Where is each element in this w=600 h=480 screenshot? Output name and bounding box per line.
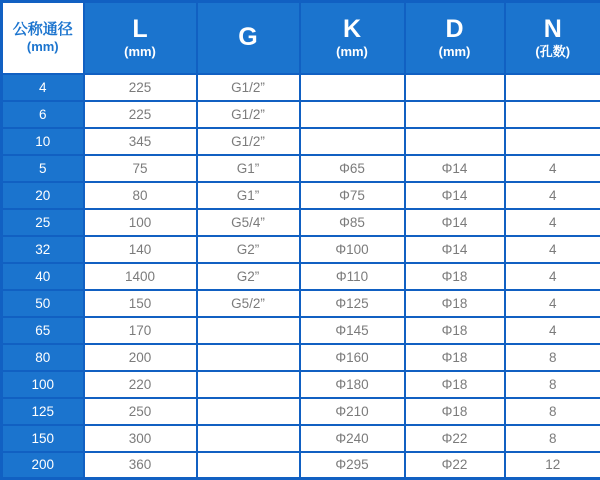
cell-L: 250 — [84, 398, 197, 425]
row-header-cell: 65 — [2, 317, 84, 344]
row-header-cell: 80 — [2, 344, 84, 371]
cell-K: Φ65 — [300, 155, 405, 182]
cell-D: Φ14 — [405, 155, 505, 182]
cell-D: Φ18 — [405, 317, 505, 344]
column-header-label: L — [132, 14, 148, 43]
table-row — [2, 317, 600, 344]
cell-N: 4 — [505, 209, 600, 236]
table-row — [2, 101, 600, 128]
cell-L: 75 — [84, 155, 197, 182]
cell-K: Φ100 — [300, 236, 405, 263]
cell-N: 8 — [505, 344, 600, 371]
cell-L: 150 — [84, 290, 197, 317]
cell-L: 225 — [84, 101, 197, 128]
column-header-N — [505, 2, 600, 74]
column-header-G — [197, 2, 300, 74]
row-header-cell: 32 — [2, 236, 84, 263]
cell-G: G5/2” — [197, 290, 300, 317]
table-row — [2, 128, 600, 155]
column-header-unit: (mm) — [124, 43, 156, 59]
cell-K — [300, 101, 405, 128]
cell-K: Φ240 — [300, 425, 405, 452]
table-row — [2, 74, 600, 101]
cell-N: 8 — [505, 398, 600, 425]
row-header-cell: 20 — [2, 182, 84, 209]
cell-D: Φ14 — [405, 209, 505, 236]
cell-N: 4 — [505, 236, 600, 263]
table-row — [2, 263, 600, 290]
cell-L: 360 — [84, 452, 197, 479]
cell-G: G1” — [197, 155, 300, 182]
cell-L: 1400 — [84, 263, 197, 290]
cell-G — [197, 371, 300, 398]
table-row — [2, 425, 600, 452]
cell-K — [300, 128, 405, 155]
row-header-cell: 50 — [2, 290, 84, 317]
cell-D: Φ18 — [405, 263, 505, 290]
cell-L: 225 — [84, 74, 197, 101]
cell-D — [405, 128, 505, 155]
cell-N: 4 — [505, 182, 600, 209]
cell-L: 200 — [84, 344, 197, 371]
header-row — [2, 2, 600, 74]
cell-G: G1” — [197, 182, 300, 209]
cell-K: Φ110 — [300, 263, 405, 290]
row-header-cell: 25 — [2, 209, 84, 236]
column-header-unit: (mm) — [26, 39, 59, 55]
cell-N: 4 — [505, 290, 600, 317]
cell-D: Φ18 — [405, 398, 505, 425]
column-header-unit: (mm) — [438, 43, 471, 59]
cell-G — [197, 425, 300, 452]
column-header-label: D — [445, 14, 464, 43]
row-header-cell: 5 — [2, 155, 84, 182]
table-row — [2, 398, 600, 425]
cell-D: Φ18 — [405, 344, 505, 371]
cell-N: 8 — [505, 425, 600, 452]
row-header-cell: 200 — [2, 452, 84, 479]
column-header-label: G — [238, 23, 258, 52]
cell-N: 4 — [505, 155, 600, 182]
cell-N: 8 — [505, 371, 600, 398]
row-header-cell: 4 — [2, 74, 84, 101]
cell-G: G1/2” — [197, 101, 300, 128]
cell-D: Φ14 — [405, 236, 505, 263]
cell-D — [405, 101, 505, 128]
cell-N — [505, 128, 600, 155]
column-header-D — [405, 2, 505, 74]
cell-N: 4 — [505, 263, 600, 290]
cell-D — [405, 74, 505, 101]
cell-K: Φ295 — [300, 452, 405, 479]
cell-D: Φ18 — [405, 371, 505, 398]
table-row — [2, 236, 600, 263]
cell-L: 140 — [84, 236, 197, 263]
cell-L: 100 — [84, 209, 197, 236]
column-header-L — [84, 2, 197, 74]
table-row — [2, 209, 600, 236]
cell-G: G5/4” — [197, 209, 300, 236]
cell-G — [197, 317, 300, 344]
cell-K: Φ145 — [300, 317, 405, 344]
column-header-unit: (mm) — [336, 43, 368, 59]
column-header-nominal-diameter — [2, 2, 84, 74]
cell-K: Φ180 — [300, 371, 405, 398]
column-header-label: K — [342, 14, 362, 43]
table-row — [2, 182, 600, 209]
cell-D: Φ22 — [405, 452, 505, 479]
column-header-label: N — [543, 14, 562, 43]
cell-N: 12 — [505, 452, 600, 479]
cell-K: Φ75 — [300, 182, 405, 209]
table-row — [2, 155, 600, 182]
row-header-cell: 6 — [2, 101, 84, 128]
table-row — [2, 371, 600, 398]
cell-G — [197, 398, 300, 425]
row-header-cell: 10 — [2, 128, 84, 155]
table-row — [2, 344, 600, 371]
cell-G: G1/2” — [197, 74, 300, 101]
cell-L: 300 — [84, 425, 197, 452]
row-header-cell: 125 — [2, 398, 84, 425]
cell-N: 4 — [505, 317, 600, 344]
cell-L: 345 — [84, 128, 197, 155]
cell-K: Φ125 — [300, 290, 405, 317]
cell-G: G2” — [197, 236, 300, 263]
cell-G — [197, 344, 300, 371]
cell-K: Φ210 — [300, 398, 405, 425]
cell-G: G2” — [197, 263, 300, 290]
cell-L: 80 — [84, 182, 197, 209]
table-row — [2, 290, 600, 317]
cell-L: 170 — [84, 317, 197, 344]
cell-N — [505, 101, 600, 128]
cell-K: Φ160 — [300, 344, 405, 371]
cell-N — [505, 74, 600, 101]
cell-L: 220 — [84, 371, 197, 398]
row-header-cell: 40 — [2, 263, 84, 290]
column-header-K — [300, 2, 405, 74]
cell-D: Φ22 — [405, 425, 505, 452]
cell-D: Φ18 — [405, 290, 505, 317]
cell-D: Φ14 — [405, 182, 505, 209]
cell-K — [300, 74, 405, 101]
cell-K: Φ85 — [300, 209, 405, 236]
table-row — [2, 452, 600, 479]
column-header-label: 公称通径 — [12, 20, 73, 38]
cell-G — [197, 452, 300, 479]
cell-G: G1/2” — [197, 128, 300, 155]
row-header-cell: 100 — [2, 371, 84, 398]
row-header-cell: 150 — [2, 425, 84, 452]
column-header-unit: (孔数) — [535, 43, 571, 59]
